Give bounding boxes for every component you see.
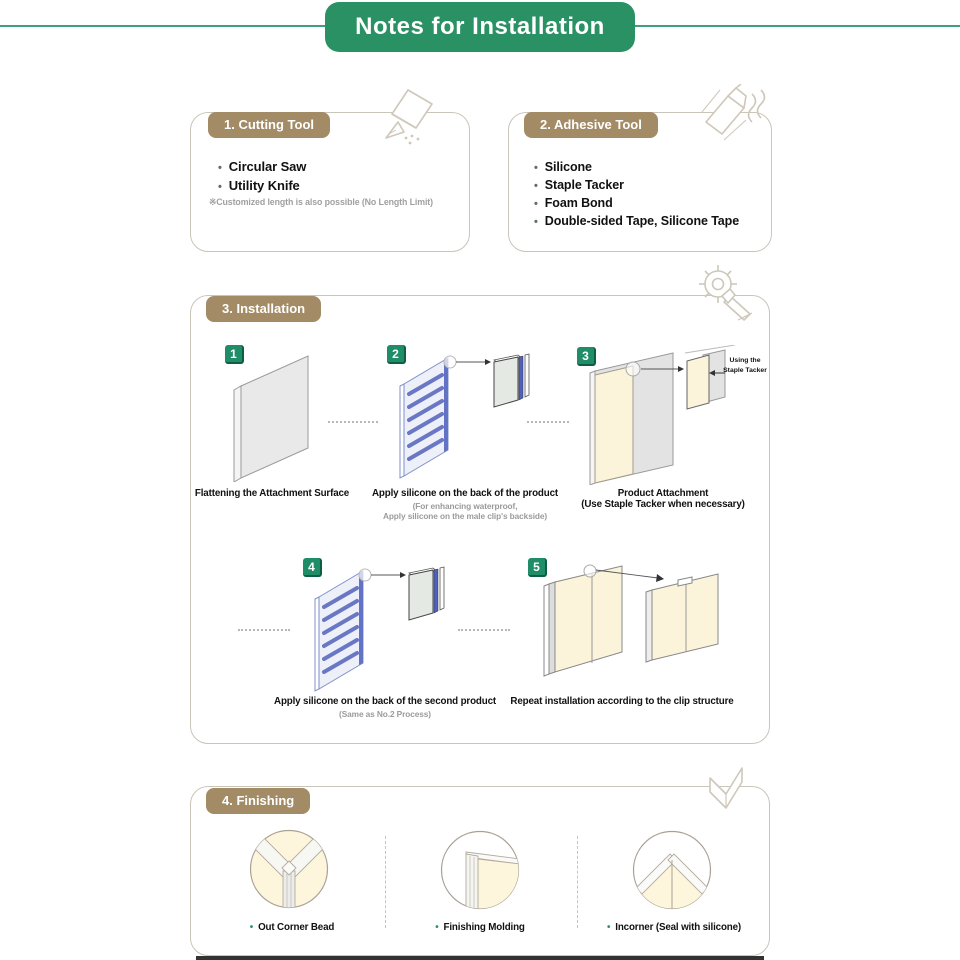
finishing-molding-illustration	[440, 830, 520, 910]
step4-illustration	[313, 565, 447, 700]
adhesive-tool-list	[534, 158, 739, 230]
step4-subcaption: (Same as No.2 Process)	[339, 709, 431, 719]
step3-caption: Product Attachment	[617, 488, 709, 499]
utility-knife-icon	[376, 86, 442, 146]
incorner-illustration	[632, 830, 712, 910]
list-item: • Silicone	[534, 158, 739, 176]
step3-caption-line2: (Use Staple Tacker when necessary)	[581, 499, 745, 510]
step-connector-dots	[527, 421, 569, 423]
step1-illustration	[228, 350, 313, 482]
step-number: 3	[577, 347, 596, 366]
gear-wrench-icon	[694, 262, 758, 324]
step1-caption: Flattening the Attachment Surface	[194, 488, 350, 499]
step-number: 5	[528, 558, 547, 577]
step2-illustration	[398, 352, 532, 487]
step2-subcaption: Apply silicone on the male clip's backside)	[382, 511, 548, 521]
finishing-label: 4. Finishing	[206, 788, 310, 814]
step2-caption: Apply silicone on the back of the product	[372, 488, 558, 499]
finishing-item-caption: • Finishing Molding	[435, 922, 525, 933]
finishing-item-caption: • Incorner (Seal with silicone)	[607, 922, 741, 933]
annotation-line: Using the	[729, 357, 761, 364]
staple-tacker-annotation	[718, 356, 772, 376]
step4-caption: Apply silicone on the back of the second product	[274, 696, 496, 707]
bottom-cropped-bar	[196, 956, 764, 960]
list-item: • Circular Saw	[218, 157, 306, 176]
cutting-note: ※Customized length is also possible (No Length Limit)	[209, 197, 433, 207]
installation-label: 3. Installation	[206, 296, 321, 322]
list-item: • Staple Tacker	[534, 176, 739, 194]
step-number: 4	[303, 558, 322, 577]
step5-illustration	[540, 556, 740, 688]
annotation-line: Staple Tacker	[723, 367, 767, 374]
list-item: • Double-sided Tape, Silicone Tape	[534, 212, 739, 230]
out-corner-bead-illustration	[249, 829, 329, 909]
step-number: 1	[225, 345, 244, 364]
step-connector-dots	[238, 629, 290, 631]
step-number: 2	[387, 345, 406, 364]
finishing-divider	[577, 836, 578, 928]
page-title: Notes for Installation	[325, 2, 635, 52]
finishing-item-caption: • Out Corner Bead	[250, 922, 334, 933]
adhesive-tool-label: 2. Adhesive Tool	[524, 112, 658, 138]
cutting-tool-list	[218, 157, 306, 195]
corner-bead-icon	[702, 760, 754, 818]
list-item: • Foam Bond	[534, 194, 739, 212]
list-item: • Utility Knife	[218, 176, 306, 195]
finishing-divider	[385, 836, 386, 928]
step2-subcaption: (For enhancing waterproof,	[412, 501, 518, 511]
step5-caption: Repeat installation according to the clip structure	[510, 696, 734, 707]
silicone-gun-icon	[698, 84, 768, 148]
cutting-tool-label: 1. Cutting Tool	[208, 112, 330, 138]
step-connector-dots	[328, 421, 378, 423]
step-connector-dots	[458, 629, 510, 631]
